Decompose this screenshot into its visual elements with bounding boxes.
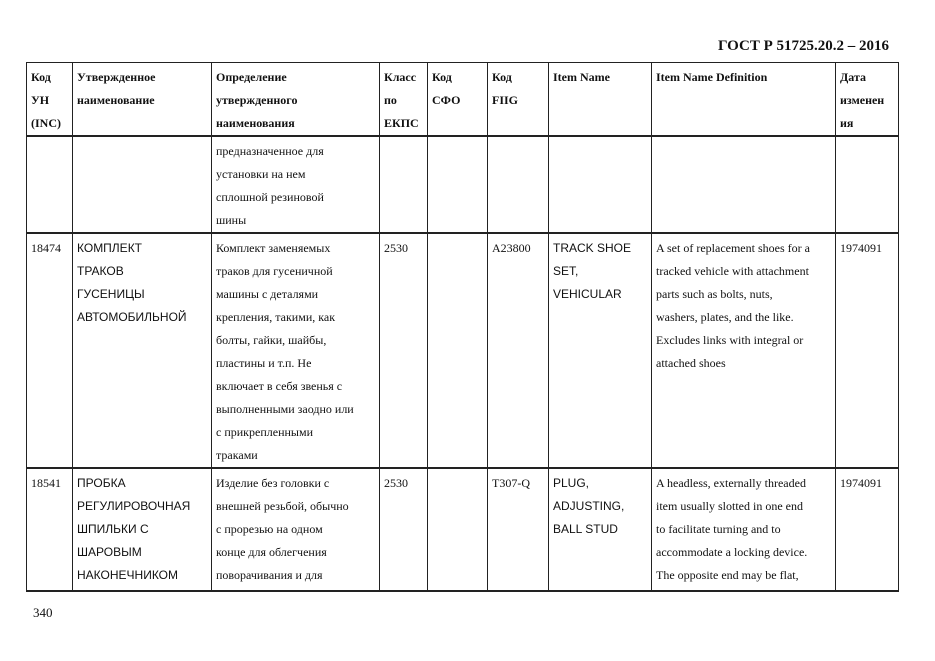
cell-definition: [212, 136, 380, 233]
cell-item-definition-line: accommodate a locking device.: [656, 545, 808, 559]
cell-definition-line: сплошной резиновой: [216, 190, 324, 204]
cell-item-name-line: PLUG,: [553, 476, 590, 490]
cell-approved-name-line: НАКОНЕЧНИКОМ: [77, 568, 179, 582]
cell-fiig: T307-Q: [488, 468, 549, 591]
cell-definition-line: машины с деталями: [216, 287, 319, 301]
cell-approved-name-line: ШПИЛЬКИ С: [77, 522, 149, 536]
header-item-name-definition: [652, 63, 836, 137]
cell-definition-line: конце для облегчения: [216, 545, 327, 559]
cell-inc: [27, 136, 73, 233]
cell-item-name-line: TRACK SHOE: [553, 241, 632, 255]
cell-sfo: [428, 233, 488, 468]
document-code: ГОСТ Р 51725.20.2 – 2016: [717, 38, 889, 54]
header-sfo: [428, 63, 488, 137]
cell-change-date: [836, 136, 899, 233]
header-line: изменен: [840, 93, 885, 107]
cell-definition-line: пластины и т.п. Не: [216, 356, 312, 370]
cell-item-name-line: ADJUSTING,: [553, 499, 625, 513]
cell-definition-line: включает в себя звенья с: [216, 379, 343, 393]
cell-approved-name-line: АВТОМОБИЛЬНОЙ: [77, 310, 187, 324]
header-definition: [212, 63, 380, 137]
cell-item-definition: [652, 136, 836, 233]
cell-definition-line: Изделие без головки с: [216, 476, 330, 490]
header-line: наименование: [77, 93, 155, 107]
cell-item-definition-line: A set of replacement shoes for a: [656, 241, 810, 255]
cell-item-definition-line: to facilitate turning and to: [656, 522, 781, 536]
cell-item-name-line: VEHICULAR: [553, 287, 622, 301]
cell-approved-name-line: РЕГУЛИРОВОЧНАЯ: [77, 499, 191, 513]
cell-approved-name-line: ГУСЕНИЦЫ: [77, 287, 145, 301]
header-line: по: [384, 93, 397, 107]
cell-approved-name: [73, 136, 212, 233]
header-change-date: [836, 63, 899, 137]
cell-item-definition-line: A headless, externally threaded: [656, 476, 806, 490]
header-line: Код: [432, 70, 452, 84]
cell-definition: [212, 233, 380, 468]
page-number: 340: [33, 605, 53, 620]
cell-class: 2530: [380, 468, 428, 591]
table-row: [27, 136, 899, 233]
cell-item-definition: [652, 468, 836, 591]
table-row: [27, 468, 899, 591]
cell-definition-line: траками: [216, 448, 258, 462]
cell-fiig: A23800: [488, 233, 549, 468]
header-line: Код: [492, 70, 512, 84]
cell-item-definition-line: washers, plates, and the like.: [656, 310, 794, 324]
cell-item-definition-line: parts such as bolts, nuts,: [656, 287, 773, 301]
header-line: Определение: [216, 70, 287, 84]
header-item-name: [549, 63, 652, 137]
cell-definition-line: крепления, такими, как: [216, 310, 336, 324]
cell-definition-line: с прорезью на одном: [216, 522, 323, 536]
cell-definition-line: болты, гайки, шайбы,: [216, 333, 327, 347]
header-approved-name: [73, 63, 212, 137]
cell-definition-line: установки на нем: [216, 167, 306, 181]
header-line: Item Name: [553, 70, 610, 84]
cell-item-name-line: BALL STUD: [553, 522, 618, 536]
header-class: [380, 63, 428, 137]
cell-definition-line: Комплект заменяемых: [216, 241, 331, 255]
cell-fiig: [488, 136, 549, 233]
cell-definition-line: шины: [216, 213, 247, 227]
header-line: Код: [31, 70, 51, 84]
header-line: СФО: [432, 93, 461, 107]
header-line: Item Name Definition: [656, 70, 768, 84]
cell-item-name: [549, 136, 652, 233]
header-line: Дата: [840, 70, 866, 84]
cell-item-name: [549, 468, 652, 591]
cell-definition-line: внешней резьбой, обычно: [216, 499, 349, 513]
header-line: наименования: [216, 116, 295, 130]
cell-approved-name: [73, 468, 212, 591]
header-line: FIIG: [492, 93, 519, 107]
cell-approved-name-line: ПРОБКА: [77, 476, 126, 490]
cell-item-definition-line: tracked vehicle with attachment: [656, 264, 809, 278]
cell-item-name-line: SET,: [553, 264, 579, 278]
header-line: Утвержденное: [77, 70, 156, 84]
cell-item-definition: [652, 233, 836, 468]
cell-inc: 18541: [27, 468, 73, 591]
cell-approved-name: [73, 233, 212, 468]
header-line: Класс: [384, 70, 417, 84]
cell-change-date: 1974091: [836, 233, 899, 468]
cell-definition-line: с прикрепленными: [216, 425, 313, 439]
cell-approved-name-line: КОМПЛЕКТ: [77, 241, 143, 255]
cell-item-definition-line: Excludes links with integral or: [656, 333, 804, 347]
cell-item-name: [549, 233, 652, 468]
header-line: ия: [840, 116, 854, 130]
cell-change-date: 1974091: [836, 468, 899, 591]
cell-definition: [212, 468, 380, 591]
cell-definition-line: поворачивания и для: [216, 568, 323, 582]
table-header-row: [27, 63, 899, 137]
cell-class: 2530: [380, 233, 428, 468]
header-line: ЕКПС: [384, 116, 419, 130]
cell-definition-line: выполненными заодно или: [216, 402, 354, 416]
table-row: [27, 233, 899, 468]
catalog-table: [26, 62, 899, 592]
header-line: УН: [31, 93, 50, 107]
cell-inc: 18474: [27, 233, 73, 468]
cell-sfo: [428, 468, 488, 591]
header-line: утвержденного: [216, 93, 298, 107]
cell-approved-name-line: ТРАКОВ: [77, 264, 124, 278]
cell-definition-line: предназначенное для: [216, 144, 324, 158]
cell-item-definition-line: item usually slotted in one end: [656, 499, 803, 513]
cell-sfo: [428, 136, 488, 233]
header-line: (INC): [31, 116, 61, 130]
header-inc: [27, 63, 73, 137]
header-fiig: [488, 63, 549, 137]
cell-class: [380, 136, 428, 233]
cell-item-definition-line: attached shoes: [656, 356, 726, 370]
cell-definition-line: траков для гусеничной: [216, 264, 333, 278]
cell-item-definition-line: The opposite end may be flat,: [656, 568, 799, 582]
cell-approved-name-line: ШАРОВЫМ: [77, 545, 142, 559]
